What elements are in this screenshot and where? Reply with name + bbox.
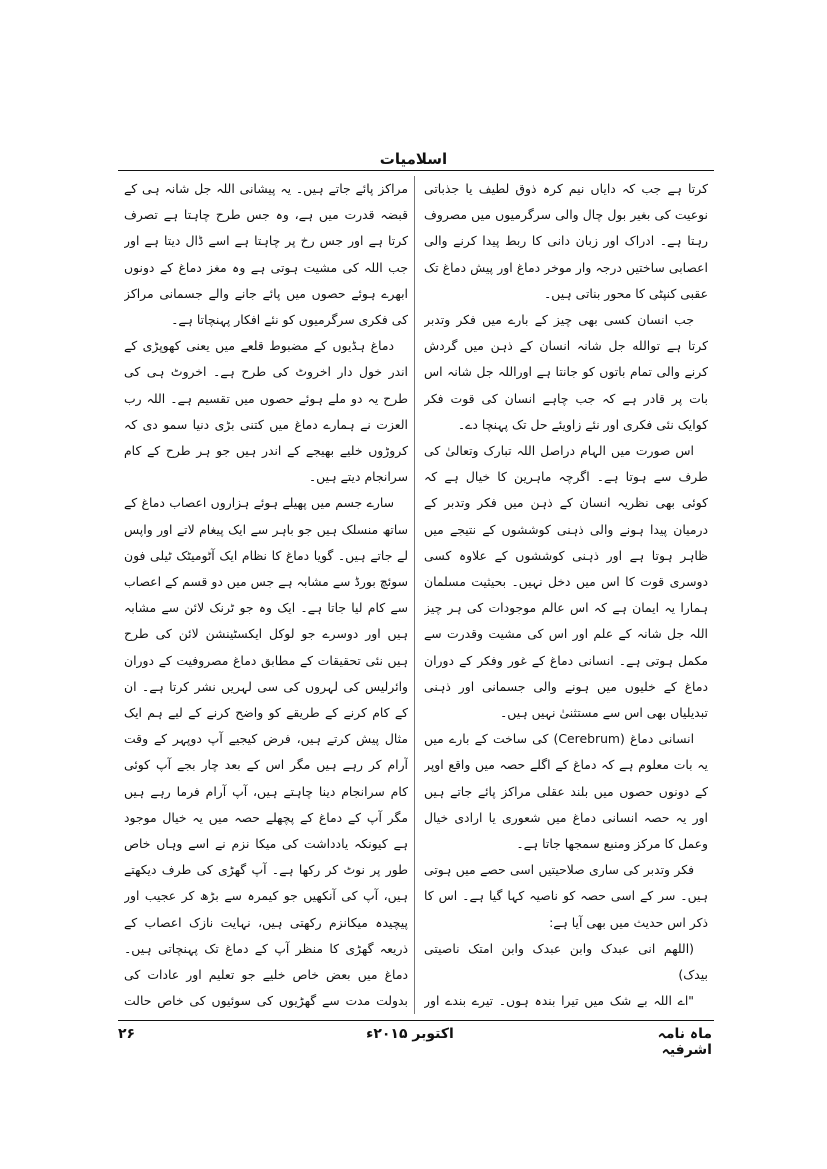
paragraph: مراکز پائے جاتے ہیں۔ یہ پیشانی اللہ جل شانہ ہی کے قبضہ قدرت میں ہے، وہ جس طرح چاہتا ہے تصرف کرتا ہے اور جس رخ پر چاہتا ہے اسے ڈال دیتا ہے اور جب اللہ کی مشیت ہوتی ہے وہ مغز دماغ کے دونوں ابھرے ہوئے حصوں میں پائے جانے والے جسمانی مراکز کی فکری سرگرمیوں کو نئے افکار پہنچاتا ہے۔ [124,181,408,328]
paragraph: فکر وتدبر کی ساری صلاحیتیں اسی حصے میں ہوتی ہیں۔ سر کے اسی حصہ کو ناصیہ کہا گیا ہے۔ اس کا ذکر اس حدیث میں بھی آیا ہے: [424,862,708,930]
right-column [424,176,708,1016]
paragraph: اس صورت میں الہام دراصل اللہ تبارک وتعالیٰ کی طرف سے ہوتا ہے۔ اگرچہ ماہرین کا خیال ہے کہ کوئی بھی نظریہ انسان کے ذہن میں فکر وتدبر کے درمیان پیدا ہونے والی ذہنی کوششوں کے نتیجے میں ظاہر ہوتا ہے اور ذہنی کوششوں کے علاوہ کسی دوسری قوت کا اس میں دخل نہیں۔ بحیثیت مسلمان ہمارا یہ ایمان ہے کہ اس عالم موجودات کی ہر چیز اللہ جل شانہ کے علم اور اس کی مشیت وقدرت سے مکمل ہوتی ہے۔ انسانی دماغ کے غور وفکر کے دوران دماغ کے خلیوں میں ہونے والی جسمانی اور ذہنی تبدیلیاں بھی اس سے مستثنیٰ نہیں ہیں۔ [424,443,708,721]
hadith-quote: (اللھم انی عبدک وابن عبدک وابن امتک ناصیتی بیدک) [424,940,708,983]
paragraph: کرتا ہے جب کہ دایاں نیم کرہ ذوق لطیف یا جذباتی نوعیت کی بغیر بول چال والی سرگرمیوں میں مصروف رہتا ہے۔ ادراک اور زبان دانی کا ربط پیدا کرنے والی اعصابی ساختیں درجہ وار موخر دماغ اور پیش دماغ تک عقبی کنپٹی کا محور بناتی ہیں۔ [424,181,708,301]
footer-rule [118,1020,714,1021]
issue-date: اکتوبر ۲۰۱۵ء [366,1026,454,1042]
section-title: اسلامیات [379,150,448,168]
hadith-translation: "اے اللہ بے شک میں تیرا بندہ ہوں۔ تیرے بندے اور [424,993,694,1009]
paragraph: دماغ ہڈیوں کے مضبوط قلعے میں یعنی کھوپڑی کے اندر خول دار اخروٹ کی طرح ہے۔ اخروٹ ہی کی طرح یہ دو ملے ہوئے حصوں میں تقسیم ہے۔ اللہ رب العزت نے ہمارے دماغ میں کتنی بڑی دنیا سمو دی کہ کروڑوں خلیے بھیجے کے اندر ہیں جو ہر طرح کے کام سرانجام دیتے ہیں۔ [124,338,408,485]
paragraph: جب انسان کسی بھی چیز کے بارے میں فکر وتدبر کرتا ہے توالله جل شانہ انسان کے ذہن میں گردش کرنے والی تمام باتوں کو جانتا ہے اوراللہ جل شانہ اس بات پر قادر ہے کہ جب چاہے انسان کی قوت فکر کوایک نئی فکری اور نئے زاویئے حل تک پہنچا دے۔ [424,312,708,432]
left-column [124,176,408,1016]
page-number: ۲۶ [118,1026,136,1042]
paragraph: انسانی دماغ (Cerebrum) کی ساخت کے بارے میں یہ بات معلوم ہے کہ دماغ کے اگلے حصہ میں واقع اوپر کے دونوں حصوں میں بلند عقلی مراکز پائے جاتے ہیں اور یہ حصہ انسانی دماغ میں شعوری یا ارادی خیال وعمل کا مرکز ومنبع سمجھا جاتا ہے۔ [424,731,708,852]
header-rule [118,170,714,171]
magazine-name: ماہ نامہ اشرفیہ [657,1026,712,1058]
paragraph: سارے جسم میں پھیلے ہوئے ہزاروں اعصاب دماغ کے ساتھ منسلک ہیں جو باہر سے ایک پیغام لاتے اور واپس لے جاتے ہیں۔ گویا دماغ کا نظام ایک آٹومیٹک ٹیلی فون سوئچ بورڈ سے مشابہ ہے جس میں دو قسم کے اعصاب سے کام لیا جاتا ہے۔ ایک وہ جو ٹرنک لائن سے مشابہ ہیں اور دوسرے جو لوکل ایکسٹینشن لائن کی طرح ہیں نئی تحقیقات کے مطابق دماغ مصروفیت کے دوران وائرلیس کی لہروں کی سی لہریں نشر کرتا ہے۔ ان کے کام کرنے کے طریقے کو واضح کرنے کے لیے ہم ایک مثال پیش کرتے ہیں، فرض کیجیے آپ دوپہر کے وقت آرام کر رہے ہیں مگر اس کے بعد چار بجے آپ کوئی کام سرانجام دینا چاہتے ہیں، آپ آرام فرما رہے ہیں مگر آپ کے دماغ کے پچھلے حصہ میں یہ خیال موجود ہے کیونکہ یادداشت کی میکا نزم نے اسے وہاں خاص طور پر نوٹ کر رکھا ہے۔ آپ گھڑی کی طرف دیکھتے ہیں، آپ کی آنکھیں جو کیمرہ سے بڑھ کر عجیب اور پیچیدہ میکانزم رکھتی ہیں، نہایت نازک اعصاب کے ذریعہ گھڑی کا منظر آپ کے دماغ تک پہنچاتی ہیں۔ دماغ میں بعض خاص خلیے جو تعلیم اور عادات کی بدولت مدت سے گھڑیوں کی سوئیوں کی خاص حالت [124,495,408,1009]
column-divider [414,176,415,1014]
